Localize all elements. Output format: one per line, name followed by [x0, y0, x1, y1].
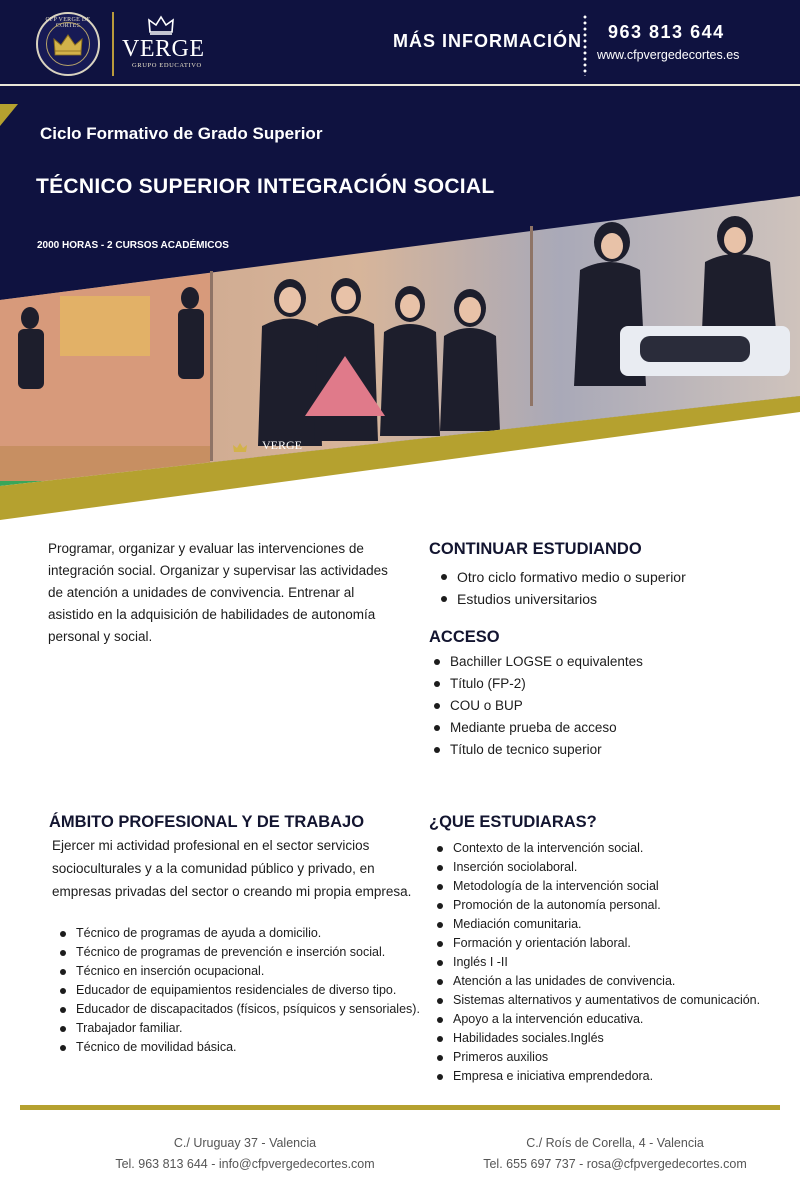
- ambito-paragraph: Ejercer mi actividad profesional en el sector servicios socioculturales y a la comunidad público y privado, en empresas privadas del sector o creando mi propia empresa.: [52, 838, 412, 899]
- list-item: Sistemas alternativos y aumentativos de comunicación.: [433, 991, 760, 1010]
- header-phone[interactable]: 963 813 644: [608, 22, 725, 42]
- hero-banner: [0, 86, 800, 526]
- que-estudiaras-list: [433, 839, 760, 1086]
- list-item: Técnico de programas de prevención e inserción social.: [56, 943, 420, 962]
- footer-right: [460, 1133, 770, 1175]
- continuar-heading: CONTINUAR ESTUDIANDO: [429, 540, 642, 558]
- list-item: Inserción sociolaboral.: [433, 858, 760, 877]
- logo-name: VERGE: [122, 36, 205, 62]
- list-item: Empresa e iniciativa emprendedora.: [433, 1067, 760, 1086]
- footer-divider: [20, 1105, 780, 1110]
- list-item: Técnico de programas de ayuda a domicilio.: [56, 924, 420, 943]
- list-item: Bachiller LOGSE o equivalentes: [430, 651, 643, 673]
- dotted-divider: [583, 14, 587, 76]
- header-website-link[interactable]: www.cfpvergedecortes.es: [597, 48, 740, 62]
- hero-subtitle: Ciclo Formativo de Grado Superior: [40, 124, 323, 143]
- list-item: Mediación comunitaria.: [433, 915, 760, 934]
- list-item: Apoyo a la intervención educativa.: [433, 1010, 760, 1029]
- hero-graphic: [0, 86, 800, 526]
- list-item: Otro ciclo formativo medio o superior: [437, 566, 686, 588]
- crown-icon: [146, 14, 176, 36]
- list-item: Técnico de movilidad básica.: [56, 1038, 420, 1057]
- list-item: Estudios universitarios: [437, 588, 686, 610]
- logo-subtitle: GRUPO EDUCATIVO: [132, 62, 202, 69]
- footer-right-address: C./ Roís de Corella, 4 - Valencia: [526, 1136, 704, 1150]
- hero-hours: 2000 HORAS - 2 CURSOS ACADÉMICOS: [37, 240, 229, 251]
- crown-icon: [232, 442, 248, 454]
- list-item: Educador de discapacitados (físicos, psíquicos y sensoriales).: [56, 1000, 420, 1019]
- list-item: Formación y orientación laboral.: [433, 934, 760, 953]
- list-item: Primeros auxilios: [433, 1048, 760, 1067]
- list-item: COU o BUP: [430, 695, 643, 717]
- footer-left-address: C./ Uruguay 37 - Valencia: [173, 1136, 317, 1150]
- header-bar: [0, 0, 800, 85]
- footer-left: [90, 1133, 400, 1175]
- list-item: Contexto de la intervención social.: [433, 839, 760, 858]
- photo-logo-text: VERGE: [262, 438, 302, 452]
- list-item: Título (FP-2): [430, 673, 643, 695]
- footer-left-contact[interactable]: Tel. 963 813 644 - info@cfpvergedecortes.com: [115, 1157, 375, 1171]
- list-item: Educador de equipamientos residenciales de diverso tipo.: [56, 981, 420, 1000]
- continuar-list: [437, 566, 686, 610]
- list-item: Metodología de la intervención social: [433, 877, 760, 896]
- seal-logo: [36, 12, 100, 76]
- seal-text: CFP VERGE DE CORTES: [45, 17, 91, 29]
- intro-paragraph: Programar, organizar y evaluar las intervenciones de integración social. Organizar y supervisar las actividades de atención a unidades de convivencia. Entrenar al asistido en la adquisición de habilidades de autonomía personal y social.: [48, 541, 388, 644]
- list-item: Inglés I -II: [433, 953, 760, 972]
- list-item: Técnico en inserción ocupacional.: [56, 962, 420, 981]
- more-info-label: MÁS INFORMACIÓN: [393, 31, 582, 51]
- ambito-heading: ÁMBITO PROFESIONAL Y DE TRABAJO: [49, 813, 365, 831]
- list-item: Mediante prueba de acceso: [430, 717, 643, 739]
- list-item: Título de tecnico superior: [430, 739, 643, 761]
- que-estudiaras-heading: ¿QUE ESTUDIARAS?: [429, 813, 597, 831]
- acceso-list: [430, 651, 643, 761]
- footer-right-contact[interactable]: Tel. 655 697 737 - rosa@cfpvergedecortes.com: [483, 1157, 747, 1171]
- acceso-heading: ACCESO: [429, 628, 500, 646]
- list-item: Atención a las unidades de convivencia.: [433, 972, 760, 991]
- crown-icon: [52, 32, 84, 56]
- list-item: Promoción de la autonomía personal.: [433, 896, 760, 915]
- hero-title: TÉCNICO SUPERIOR INTEGRACIÓN SOCIAL: [36, 175, 495, 198]
- logo-divider: [112, 12, 114, 76]
- ambito-list: [56, 924, 420, 1057]
- list-item: Habilidades sociales.Inglés: [433, 1029, 760, 1048]
- list-item: Trabajador familiar.: [56, 1019, 420, 1038]
